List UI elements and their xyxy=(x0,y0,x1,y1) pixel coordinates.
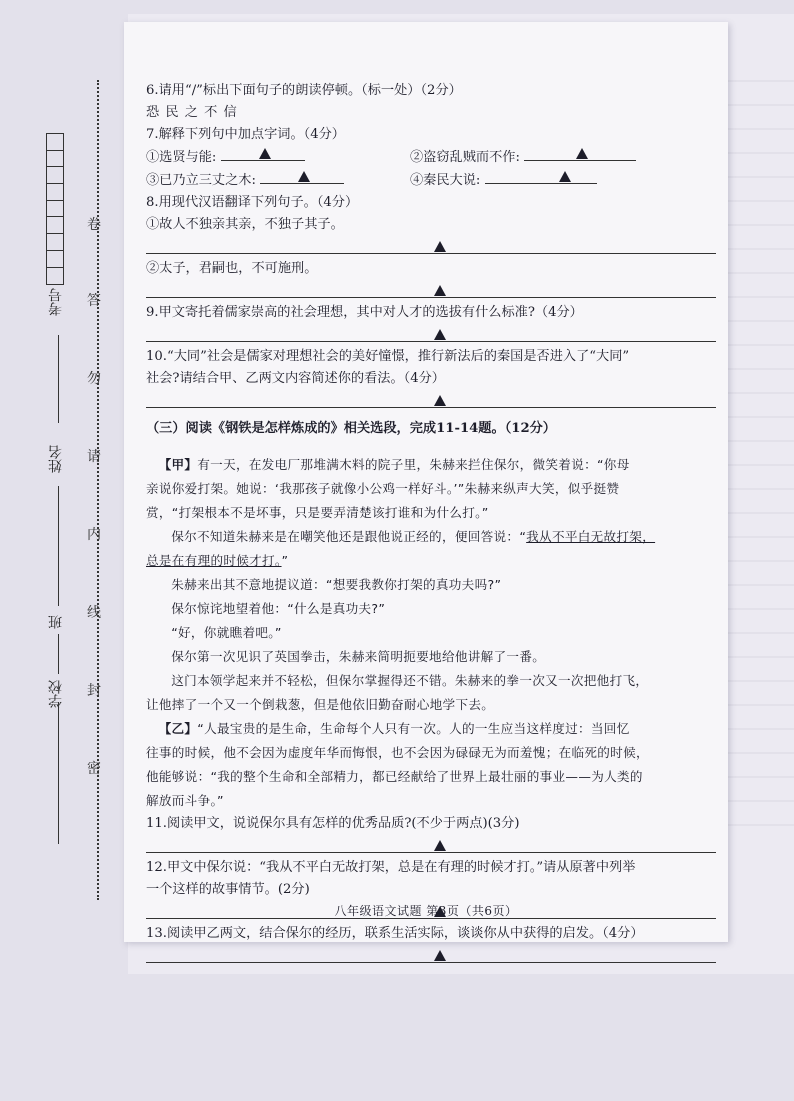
seal-char: 线 xyxy=(87,605,101,621)
q7-item-4-label: ④秦民大说: xyxy=(410,173,481,188)
answer-marker-icon xyxy=(434,840,446,851)
q8-item-2: ②太子，君嗣也，不可施刑。 xyxy=(146,261,318,276)
seal-char: 封 xyxy=(87,683,101,699)
answer-marker-icon xyxy=(298,171,310,182)
passage-jia-p2 xyxy=(146,525,716,549)
passage-text: ” xyxy=(281,553,289,569)
underlined-quote: 总是在有理的时候才打。 xyxy=(146,553,282,569)
question-10-line-1: 10.“大同”社会是儒家对理想社会的美好憧憬，推行新法后的秦国是否进入了“大同” xyxy=(146,349,630,364)
seal-char: 卷 xyxy=(87,217,101,233)
seal-dotted-line xyxy=(97,80,99,900)
answer-marker-icon xyxy=(434,241,446,252)
section-3-heading: （三）阅读《钢铁是怎样炼成的》相关选段，完成11-14题。（12分） xyxy=(146,421,556,436)
passage-jia-p5: “好，你就瞧着吧。” xyxy=(171,625,282,641)
exam-number-grid xyxy=(46,133,64,285)
school-blank-line xyxy=(58,702,59,844)
question-11: 11.阅读甲文，说说保尔具有怎样的优秀品质?(不少于两点)(3分) xyxy=(146,816,520,832)
passage-jia-p4: 保尔惊诧地望着他：“什么是真功夫?” xyxy=(171,601,386,617)
q7-item-2-label: ②盗窃乱贼而不作: xyxy=(410,150,520,165)
class-blank-line xyxy=(58,486,59,606)
q7-item-3-label: ③已乃立三丈之木: xyxy=(146,173,256,188)
answer-marker-icon xyxy=(559,171,571,182)
q13-answer-line[interactable] xyxy=(146,945,716,967)
question-9: 9.甲文寄托着儒家崇高的社会理想，其中对人才的选拔有什么标准?（4分） xyxy=(146,305,583,320)
answer-marker-icon xyxy=(576,148,588,159)
q7-item-2-answer[interactable] xyxy=(524,146,636,161)
q10-answer-line[interactable] xyxy=(146,390,716,412)
passage-jia-p1-line-2: 亲说你爱打架。她说：‘我那孩子就像小公鸡一样好斗。’”朱赫来纵声大笑，似乎挺赞 xyxy=(146,481,620,497)
q7-item-1-label: ①选贤与能: xyxy=(146,150,217,165)
question-8: 8.用现代汉语翻译下列句子。（4分） xyxy=(146,195,359,210)
seal-char: 勿 xyxy=(87,371,101,387)
passage-jia-p1-line-3: 赏，“打架根本不是坏事，只是要弄清楚该打谁和为什么打。” xyxy=(146,505,489,521)
answer-marker-icon xyxy=(434,395,446,406)
question-6-sentence: 恐 民 之 不 信 xyxy=(146,105,238,120)
seal-char: 内 xyxy=(87,527,101,543)
passage-text: “人最宝贵的是生命，生命每个人只有一次。人的一生应当这样度过：当回忆 xyxy=(197,721,630,737)
q7-item-3-answer[interactable] xyxy=(260,169,344,184)
q7-item-4-answer[interactable] xyxy=(485,169,597,184)
passage-yi-tag: 【乙】 xyxy=(158,721,198,737)
exam-number-label: 考号 xyxy=(48,288,64,316)
question-content xyxy=(146,80,716,967)
name-label: 姓名 xyxy=(48,445,64,473)
binding-strip xyxy=(0,0,124,1101)
passage-text: 有一天，在发电厂那堆满木料的院子里，朱赫来拦住保尔，微笑着说：“你母 xyxy=(197,457,630,473)
question-13: 13.阅读甲乙两文，结合保尔的经历，联系生活实际，谈谈你从中获得的启发。（4分） xyxy=(146,926,644,942)
passage-jia-p7-line-2: 让他摔了一个又一个倒栽葱，但是他依旧勤奋耐心地学下去。 xyxy=(146,697,495,713)
answer-marker-icon xyxy=(434,285,446,296)
passage-jia-p6: 保尔第一次见识了英国拳击，朱赫来简明扼要地给他讲解了一番。 xyxy=(171,649,546,665)
passage-yi-line-2: 往事的时候，他不会因为虚度年华而悔恨，也不会因为碌碌无为而羞愧；在临死的时候， xyxy=(146,745,649,761)
seal-char: 答 xyxy=(87,293,101,309)
question-7: 7.解释下列句中加点字词。（4分） xyxy=(146,127,345,142)
q7-item-1-answer[interactable] xyxy=(221,146,305,161)
question-12-line-2: 一个这样的故事情节。(2分) xyxy=(146,882,310,898)
name-blank-line xyxy=(58,335,59,423)
passage-jia-p2-line-2 xyxy=(146,549,716,573)
question-10-line-2: 社会?请结合甲、乙两文内容简述你的看法。（4分） xyxy=(146,371,445,386)
question-7-row-2 xyxy=(146,169,716,192)
q8-item-2-answer-line[interactable] xyxy=(146,280,716,302)
passage-text: 保尔不知道朱赫来是在嘲笑他还是跟他说正经的，便回答说：“ xyxy=(171,529,527,545)
answer-marker-icon xyxy=(434,329,446,340)
q9-answer-line[interactable] xyxy=(146,324,716,346)
passage-jia-p7: 这门本领学起来并不轻松，但保尔掌握得还不错。朱赫来的拳一次又一次把他打飞， xyxy=(171,673,649,689)
answer-marker-icon xyxy=(259,148,271,159)
q8-item-1-answer-line[interactable] xyxy=(146,236,716,258)
seal-char: 请 xyxy=(87,449,101,465)
q11-answer-line[interactable] xyxy=(146,835,716,857)
q8-item-1: ①故人不独亲其亲，不独子其子。 xyxy=(146,217,344,232)
question-12-line-1: 12.甲文中保尔说：“我从不平白无故打架，总是在有理的时候才打。”请从原著中列举 xyxy=(146,860,636,876)
school-label: 学校 xyxy=(48,680,64,708)
school-blank-line-a xyxy=(58,634,59,674)
passage-jia-p1 xyxy=(146,453,716,477)
passage-yi xyxy=(146,717,716,741)
passage-jia-tag: 【甲】 xyxy=(158,457,198,473)
page-footer: 八年级语文试题 第3页（共6页） xyxy=(334,904,518,918)
passage-yi-line-4: 解放而斗争。” xyxy=(146,793,224,809)
answer-marker-icon xyxy=(434,950,446,961)
passage-jia-p3: 朱赫来出其不意地提议道：“想要我教你打架的真功夫吗?” xyxy=(171,577,502,593)
underlined-quote: 我从不平白无故打架， xyxy=(526,529,656,545)
question-6: 6.请用“/”标出下面句子的朗读停顿。（标一处）（2分） xyxy=(146,83,462,98)
question-7-row-1 xyxy=(146,146,716,169)
seal-char: 密 xyxy=(87,761,101,777)
class-label: 班 xyxy=(48,615,64,629)
passage-yi-line-3: 他能够说：“我的整个生命和全部精力，都已经献给了世界上最壮丽的事业——为人类的 xyxy=(146,769,643,785)
